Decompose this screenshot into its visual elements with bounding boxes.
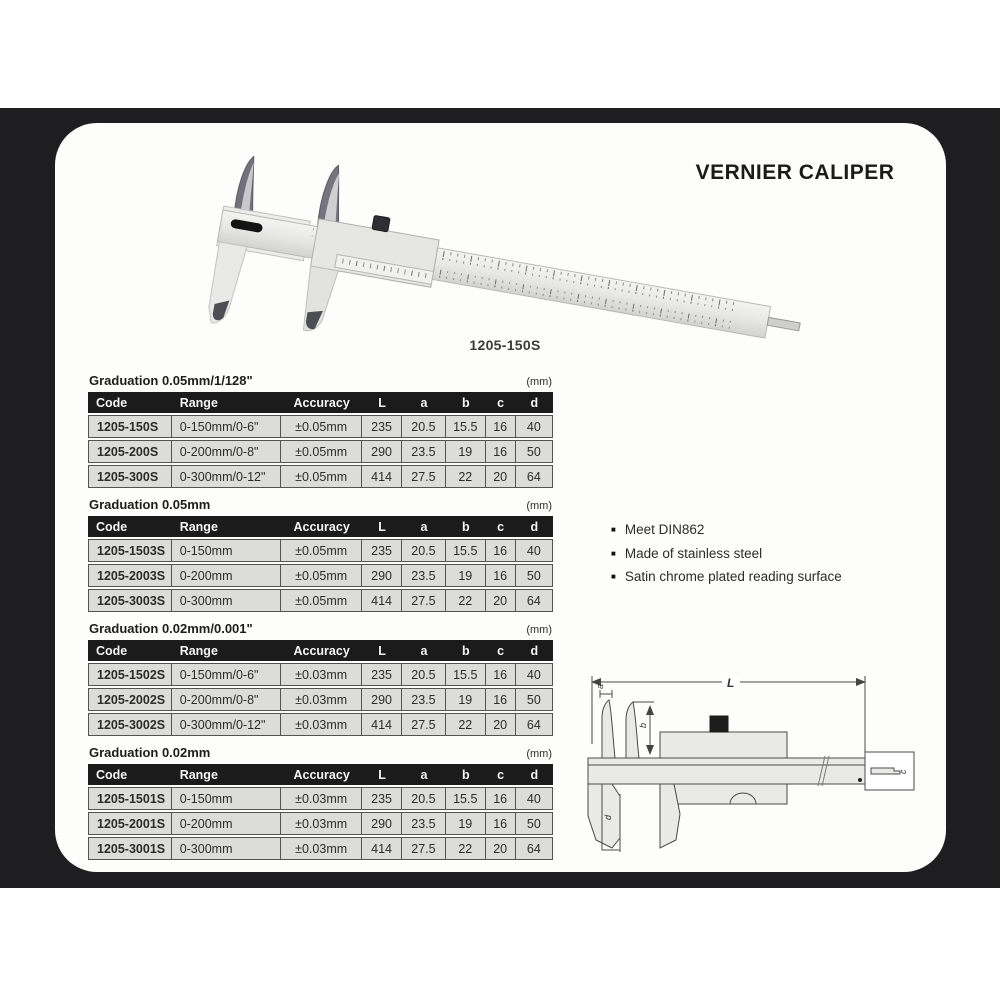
dim-label-a: a	[595, 683, 605, 689]
table-cell: 414	[362, 837, 402, 860]
table-cell: ±0.03mm	[281, 663, 362, 686]
table-cell: 414	[362, 713, 402, 736]
technical-drawing	[582, 668, 934, 860]
code-cell: 1205-300S	[88, 465, 172, 488]
column-header: Accuracy	[281, 516, 362, 537]
table-row	[88, 812, 553, 835]
column-header: c	[486, 392, 516, 413]
table-cell: ±0.05mm	[281, 415, 362, 438]
table-cell: 290	[362, 688, 402, 711]
code-cell: 1205-2002S	[88, 688, 172, 711]
table-cell: 290	[362, 564, 402, 587]
table-cell: 40	[516, 415, 553, 438]
table-cell: 15.5	[446, 415, 486, 438]
table-cell: 0-150mm	[172, 539, 281, 562]
spec-table-block	[88, 373, 553, 490]
header-row	[88, 392, 553, 413]
table-row	[88, 539, 553, 562]
table-cell: ±0.03mm	[281, 837, 362, 860]
column-header: a	[402, 764, 446, 785]
feature-text: Meet DIN862	[624, 522, 705, 537]
table-cell: ±0.03mm	[281, 812, 362, 835]
table-cell: 20.5	[402, 415, 446, 438]
table-row	[88, 713, 553, 736]
table-cell: 0-200mm/0-8"	[172, 688, 281, 711]
code-cell: 1205-2003S	[88, 564, 172, 587]
table-cell: 40	[516, 787, 553, 810]
table-cell: 16	[486, 415, 516, 438]
table-cell: ±0.05mm	[281, 465, 362, 488]
lower-movable-jaw	[299, 266, 338, 334]
table-cell: 19	[446, 812, 486, 835]
code-cell: 1205-1502S	[88, 663, 172, 686]
feature-item	[611, 519, 842, 543]
table-row	[88, 564, 553, 587]
table-cell: 20	[486, 837, 516, 860]
spec-table	[88, 390, 553, 490]
column-header: d	[516, 640, 553, 661]
table-cell: ±0.05mm	[281, 564, 362, 587]
table-cell: 20	[486, 713, 516, 736]
code-cell: 1205-2001S	[88, 812, 172, 835]
table-cell: ±0.03mm	[281, 787, 362, 810]
caliper-illustration	[203, 147, 813, 347]
table-cell: 0-300mm	[172, 589, 281, 612]
column-header: Range	[172, 392, 281, 413]
table-cell: 0-300mm/0-12"	[172, 465, 281, 488]
table-cell: 23.5	[402, 688, 446, 711]
table-cell: 16	[486, 812, 516, 835]
graduation-label: Graduation 0.02mm/0.001"	[89, 621, 253, 636]
column-header: b	[446, 392, 486, 413]
table-cell: 16	[486, 440, 516, 463]
table-cell: 15.5	[446, 663, 486, 686]
table-cell: 20.5	[402, 539, 446, 562]
table-cell: 27.5	[402, 713, 446, 736]
table-cell: 50	[516, 564, 553, 587]
column-header: Code	[88, 392, 172, 413]
table-cell: 235	[362, 415, 402, 438]
column-header: L	[362, 764, 402, 785]
table-row	[88, 663, 553, 686]
table-cell: 40	[516, 539, 553, 562]
column-header: Code	[88, 640, 172, 661]
table-row	[88, 589, 553, 612]
table-cell: 15.5	[446, 539, 486, 562]
table-cell: 0-150mm	[172, 787, 281, 810]
column-header: a	[402, 640, 446, 661]
table-cell: 22	[446, 589, 486, 612]
column-header: Accuracy	[281, 764, 362, 785]
table-cell: 64	[516, 465, 553, 488]
table-cell: 40	[516, 663, 553, 686]
table-cell: 27.5	[402, 589, 446, 612]
product-photo	[183, 135, 823, 347]
spec-table	[88, 762, 553, 862]
table-cell: 64	[516, 713, 553, 736]
square-bullet-icon: ■	[611, 548, 616, 558]
column-header: b	[446, 640, 486, 661]
header-row	[88, 516, 553, 537]
dim-label-c: c	[898, 769, 908, 774]
spec-table-block	[88, 745, 553, 862]
table-cell: 235	[362, 539, 402, 562]
table-cell: 414	[362, 589, 402, 612]
table-cell: 22	[446, 713, 486, 736]
header-row	[88, 640, 553, 661]
unit-label: (mm)	[526, 500, 552, 512]
column-header: Range	[172, 640, 281, 661]
table-caption	[88, 497, 553, 512]
table-cell: 23.5	[402, 564, 446, 587]
table-cell: 50	[516, 688, 553, 711]
column-header: L	[362, 392, 402, 413]
product-card	[55, 123, 946, 872]
column-header: c	[486, 640, 516, 661]
table-cell: 0-200mm	[172, 564, 281, 587]
graduation-label: Graduation 0.05mm	[89, 497, 211, 512]
table-cell: ±0.05mm	[281, 440, 362, 463]
header-row	[88, 764, 553, 785]
code-cell: 1205-200S	[88, 440, 172, 463]
table-cell: 22	[446, 837, 486, 860]
table-row	[88, 440, 553, 463]
column-header: a	[402, 392, 446, 413]
table-cell: 414	[362, 465, 402, 488]
table-caption	[88, 745, 553, 760]
table-cell: 16	[486, 688, 516, 711]
code-cell: 1205-3002S	[88, 713, 172, 736]
table-cell: 20	[486, 589, 516, 612]
column-header: Code	[88, 516, 172, 537]
table-row	[88, 688, 553, 711]
column-header: c	[486, 516, 516, 537]
column-header: L	[362, 516, 402, 537]
table-cell: 64	[516, 589, 553, 612]
code-cell: 1205-1501S	[88, 787, 172, 810]
column-header: c	[486, 764, 516, 785]
feature-text: Made of stainless steel	[624, 545, 763, 561]
table-cell: 64	[516, 837, 553, 860]
column-header: L	[362, 640, 402, 661]
depth-rod	[767, 317, 800, 330]
table-cell: 290	[362, 440, 402, 463]
code-cell: 1205-1503S	[88, 539, 172, 562]
table-cell: 0-200mm/0-8"	[172, 440, 281, 463]
table-cell: 15.5	[446, 787, 486, 810]
table-cell: 50	[516, 812, 553, 835]
spec-table-block	[88, 621, 553, 738]
table-cell: ±0.05mm	[281, 589, 362, 612]
unit-label: (mm)	[526, 376, 552, 388]
dim-label-b: b	[638, 722, 648, 728]
column-header: d	[516, 764, 553, 785]
table-caption	[88, 621, 553, 636]
product-caption: 1205-150S	[469, 337, 541, 353]
table-cell: 16	[486, 539, 516, 562]
dim-label-d: d	[603, 814, 613, 820]
table-cell: 0-300mm/0-12"	[172, 713, 281, 736]
column-header: d	[516, 392, 553, 413]
feature-item	[611, 543, 842, 567]
lower-fixed-jaw	[205, 242, 247, 327]
table-cell: 16	[486, 564, 516, 587]
table-cell: 0-150mm/0-6"	[172, 415, 281, 438]
table-cell: 22	[446, 465, 486, 488]
lock-screw	[372, 215, 390, 232]
column-header: Range	[172, 764, 281, 785]
table-cell: 16	[486, 787, 516, 810]
code-cell: 1205-3001S	[88, 837, 172, 860]
drawing-lines	[588, 676, 914, 852]
table-cell: 19	[446, 564, 486, 587]
table-cell: 20	[486, 465, 516, 488]
column-header: d	[516, 516, 553, 537]
table-cell: 23.5	[402, 812, 446, 835]
spec-table	[88, 638, 553, 738]
table-cell: 0-200mm	[172, 812, 281, 835]
table-cell: 19	[446, 688, 486, 711]
table-cell: 16	[486, 663, 516, 686]
dim-label-L: L	[727, 676, 735, 690]
feature-list	[611, 519, 842, 590]
column-header: b	[446, 516, 486, 537]
table-cell: 235	[362, 663, 402, 686]
table-row	[88, 415, 553, 438]
table-cell: 19	[446, 440, 486, 463]
graduation-label: Graduation 0.05mm/1/128"	[89, 373, 253, 388]
column-header: Accuracy	[281, 640, 362, 661]
table-cell: 290	[362, 812, 402, 835]
column-header: Accuracy	[281, 392, 362, 413]
table-cell: ±0.05mm	[281, 539, 362, 562]
table-cell: 20.5	[402, 663, 446, 686]
square-bullet-icon: ■	[611, 525, 616, 534]
table-row	[88, 787, 553, 810]
table-cell: ±0.03mm	[281, 688, 362, 711]
square-bullet-icon: ■	[611, 572, 616, 581]
table-cell: 27.5	[402, 465, 446, 488]
column-header: Range	[172, 516, 281, 537]
graduation-label: Graduation 0.02mm	[89, 745, 211, 760]
table-cell: ±0.03mm	[281, 713, 362, 736]
table-row	[88, 465, 553, 488]
spec-table-block	[88, 497, 553, 614]
table-row	[88, 837, 553, 860]
table-cell: 0-300mm	[172, 837, 281, 860]
spec-tables	[88, 373, 553, 869]
table-cell: 23.5	[402, 440, 446, 463]
column-header: a	[402, 516, 446, 537]
column-header: Code	[88, 764, 172, 785]
unit-label: (mm)	[526, 748, 552, 760]
code-cell: 1205-150S	[88, 415, 172, 438]
feature-item	[611, 566, 842, 590]
column-header: b	[446, 764, 486, 785]
table-caption	[88, 373, 553, 388]
page-title: VERNIER CALIPER	[695, 161, 895, 184]
unit-label: (mm)	[526, 624, 552, 636]
table-cell: 50	[516, 440, 553, 463]
spec-table	[88, 514, 553, 614]
table-cell: 0-150mm/0-6"	[172, 663, 281, 686]
table-cell: 27.5	[402, 837, 446, 860]
feature-text: Satin chrome plated reading surface	[624, 569, 842, 584]
code-cell: 1205-3003S	[88, 589, 172, 612]
table-cell: 20.5	[402, 787, 446, 810]
table-cell: 235	[362, 787, 402, 810]
